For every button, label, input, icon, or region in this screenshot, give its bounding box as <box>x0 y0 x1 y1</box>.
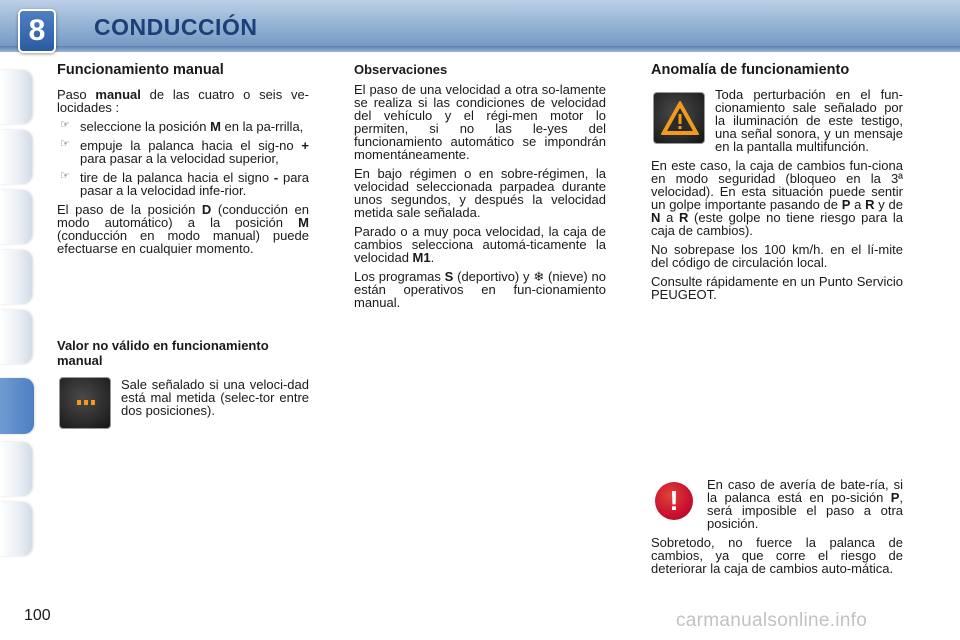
battery-alert-paragraph: Sobretodo, no fuerce la palanca de cambios, ya que corre el riesgo de deteriorar la caja de cambios auto-mática. <box>651 535 903 576</box>
gear-display-icon <box>59 377 111 429</box>
observation-paragraph: Parado o a muy poca velocidad, la caja de cambios selecciona automá-ticamente la velocidad M1. <box>354 224 606 265</box>
bullet-item: ☞ empuje la palanca hacia el sig-no + para pasar a la velocidad superior, <box>60 138 309 166</box>
pointing-hand-icon: ☞ <box>60 119 70 131</box>
snowflake-icon: ❄ <box>533 269 545 284</box>
intro-paragraph: Paso manual de las cuatro o seis ve-locidades : <box>57 87 309 115</box>
heading-manual-mode: Funcionamiento manual <box>57 62 224 78</box>
pointing-hand-icon: ☞ <box>60 170 70 182</box>
chapter-tab-1[interactable] <box>0 70 32 124</box>
service-paragraph: Consulte rápidamente en un Punto Servicio PEUGEOT. <box>651 274 903 302</box>
chapter-tab-2[interactable] <box>0 130 32 184</box>
chapter-number-badge: 8 <box>18 9 56 53</box>
exclamation-alert-icon: ! <box>655 482 693 520</box>
column-malfunction <box>651 62 903 307</box>
page-title: CONDUCCIÓN <box>94 14 258 40</box>
battery-alert-block <box>651 478 903 575</box>
column-manual-mode <box>57 62 309 261</box>
bullet-item: ☞ seleccione la posición M en la pa-rrilla, <box>60 119 304 134</box>
speed-limit-paragraph: No sobrepase los 100 km/h. en el lí-mite del código de circulación local. <box>651 242 903 270</box>
pointing-hand-icon: ☞ <box>60 138 70 150</box>
chapter-tab-8[interactable] <box>0 502 32 556</box>
heading-invalid-value: Valor no válido en funcionamiento manual <box>57 338 269 368</box>
header-band <box>0 46 960 52</box>
chapter-tab-4[interactable] <box>0 250 32 304</box>
invalid-value-block <box>57 338 309 418</box>
bullet-item: ☞ tire de la palanca hacia el signo - para pasar a la velocidad infe-rior. <box>60 170 309 198</box>
warning-light-text: Toda perturbación en el fun-cionamiento sale señalado por la iluminación de este testigo, una señal sonora, y un mensaje en la pantalla multifunción. <box>715 87 903 154</box>
chapter-tab-7[interactable] <box>0 442 32 496</box>
heading-observations: Observaciones <box>354 62 448 77</box>
invalid-value-text: Sale señalado si una veloci-dad está mal metida (selec-tor entre dos posiciones). <box>121 377 309 418</box>
observation-paragraph: En bajo régimen o en sobre-régimen, la velocidad seleccionada parpadea durante unos segundos, y después la velocidad metida sale señalada. <box>354 166 606 220</box>
chapter-tab-3[interactable] <box>0 190 32 244</box>
chapter-tab-5[interactable] <box>0 310 32 364</box>
observation-paragraph: Los programas S (deportivo) y ❄ (nieve) no están operativos en fun-cionamiento manual. <box>354 269 606 310</box>
chapter-header <box>0 0 960 52</box>
d-to-m-paragraph: El paso de la posición D (conducción en modo automático) a la posición M (conducción en modo manual) puede efectuarse en cualquier momento. <box>57 202 310 256</box>
column-observations <box>354 62 606 315</box>
warning-triangle-icon <box>653 92 705 144</box>
observation-paragraph: El paso de una velocidad a otra so-lamente se realiza si las condiciones de velocidad del vehículo y el régi-men motor lo permiten, si no las le-yes del funcionamiento automático se impondrán momentáneamente. <box>354 82 606 162</box>
chapter-tabs <box>0 60 36 580</box>
malfunction-paragraph: En este caso, la caja de cambios fun-ciona en modo seguridad (bloqueo en la 3ª velocidad). En esta situación puede sentir un golpe importante pasando de P a R y de N a R (este golpe no tiene riesgo para la caja de cambios). <box>651 158 903 238</box>
page-number: 100 <box>24 607 51 624</box>
battery-alert-text: En caso de avería de bate-ría, si la palanca está en po-sición P, será imposible el paso a otra posición. <box>707 477 903 531</box>
heading-malfunction: Anomalía de funcionamiento <box>651 62 850 78</box>
watermark: carmanualsonline.info <box>676 610 868 631</box>
chapter-tab-8-active[interactable] <box>0 378 34 434</box>
